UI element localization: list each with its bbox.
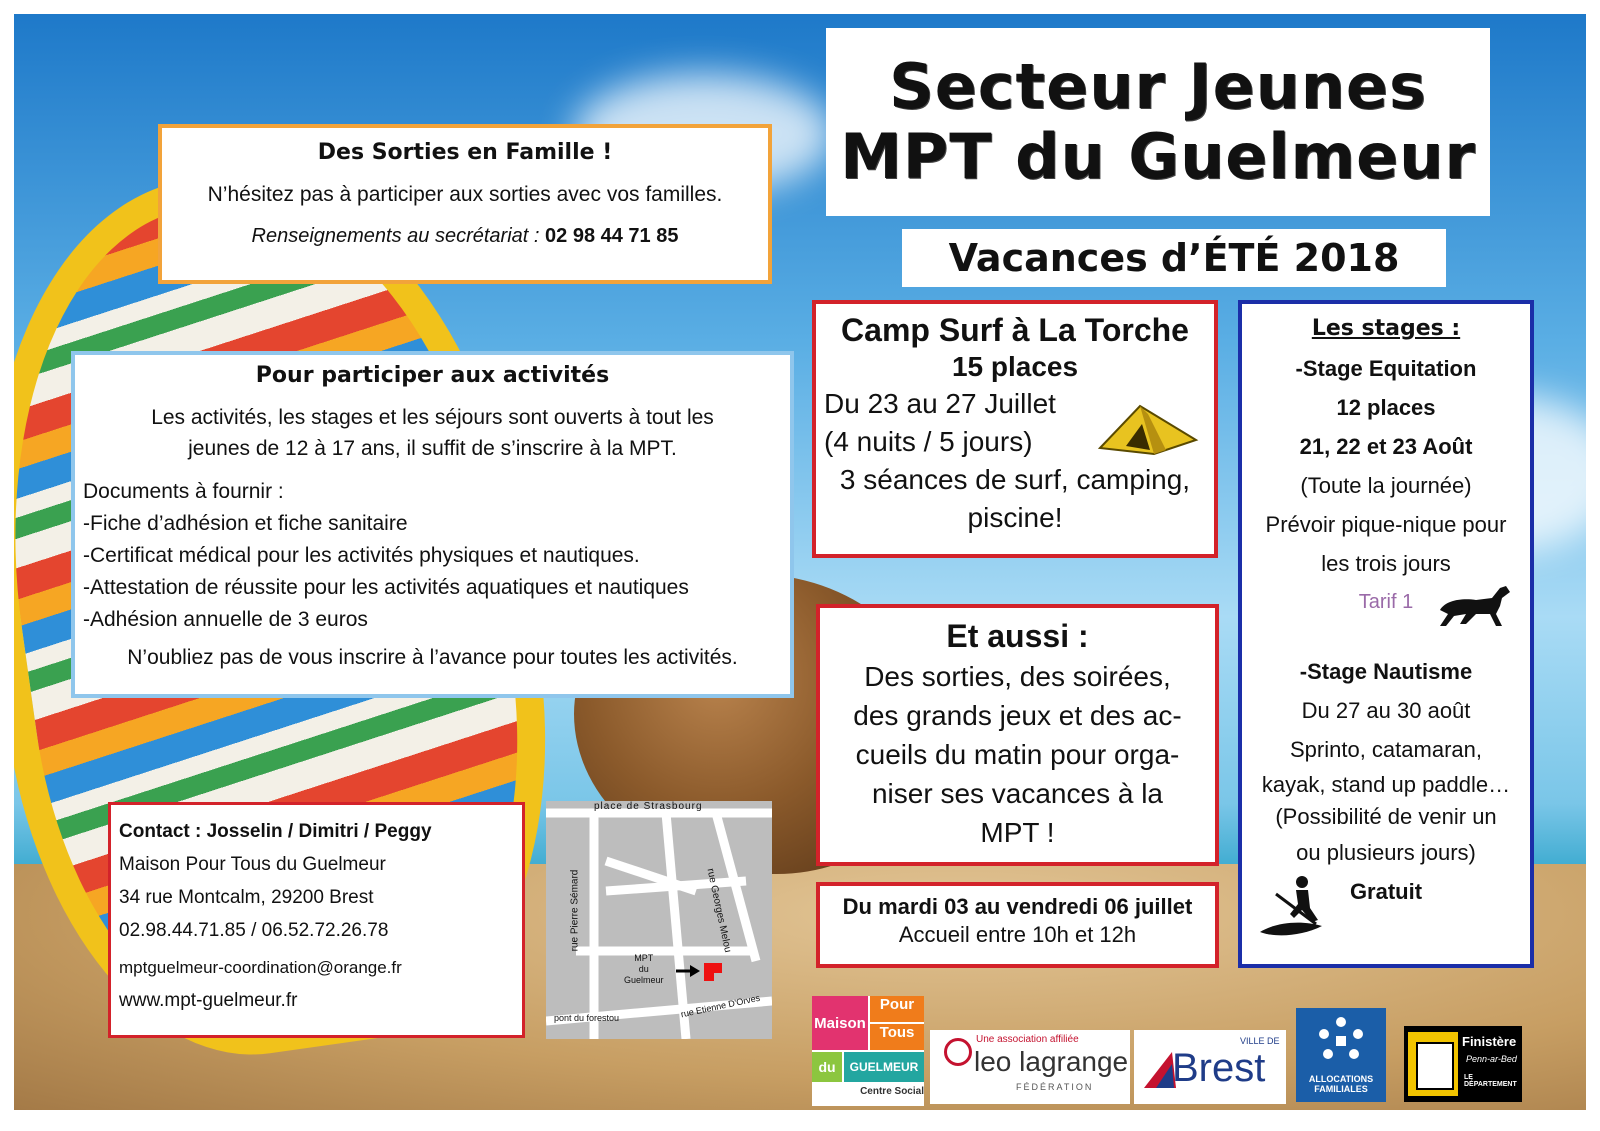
finistere-main: Finistère xyxy=(1462,1034,1517,1049)
equitation-places: 12 places xyxy=(1336,395,1436,420)
document-item: -Certificat médical pour les activités physiques et nautiques. xyxy=(83,544,640,567)
location-map xyxy=(546,801,772,1039)
documents-label: Documents à fournir : xyxy=(83,480,284,503)
equitation-picnic-1: Prévoir pique-nique pour xyxy=(1265,512,1507,537)
surf-camp-duration: (4 nuits / 5 jours) xyxy=(824,426,1033,457)
equitation-dates: 21, 22 et 23 Août xyxy=(1299,434,1473,459)
map-label-place: place de Strasbourg xyxy=(594,801,703,812)
logo-mpt-d: du xyxy=(812,1052,842,1082)
leo-fed: FÉDÉRATION xyxy=(1016,1082,1094,1092)
equitation-note: (Toute la journée) xyxy=(1300,473,1472,498)
equitation-tarif: Tarif 1 xyxy=(1358,591,1414,613)
caf-logo xyxy=(1296,1008,1386,1102)
horse-icon xyxy=(1436,580,1516,630)
map-mpt-2: du xyxy=(638,964,649,974)
nautisme-note-2: ou plusieurs jours) xyxy=(1296,840,1476,865)
participation-intro-1: Les activités, les stages et les séjours sont ouverts à tout les xyxy=(151,406,714,429)
document-item: -Fiche d’adhésion et fiche sanitaire xyxy=(83,512,408,535)
surf-camp-title: Camp Surf à La Torche xyxy=(841,312,1189,348)
ville-de-brest-logo xyxy=(1134,1030,1286,1104)
nautisme-price: Gratuit xyxy=(1349,879,1423,904)
map-label-pont: pont du forestou xyxy=(554,1013,620,1023)
leo-main: leo lagrange xyxy=(974,1046,1129,1077)
info-label: Renseignements au secrétariat : xyxy=(251,225,546,247)
equitation-picnic-2: les trois jours xyxy=(1321,551,1451,576)
contact-website[interactable]: www.mpt-guelmeur.fr xyxy=(119,990,298,1011)
caf-people-icon xyxy=(1314,1014,1368,1068)
document-item: -Attestation de réussite pour les activités aquatiques et nautiques xyxy=(83,576,689,599)
contact-address: 34 rue Montcalm, 29200 Brest xyxy=(119,887,374,908)
nautisme-title: -Stage Nautisme xyxy=(1299,659,1473,684)
participation-box xyxy=(71,351,794,698)
leo-small: Une association affiliée xyxy=(976,1034,1079,1045)
logo-mpt-b: Pour xyxy=(870,996,924,1022)
secretariat-phone: 02 98 44 71 85 xyxy=(545,225,679,247)
title-line-1: Secteur Jeunes xyxy=(889,50,1427,123)
welcome-box xyxy=(816,882,1219,968)
also-line: Des sorties, des soirées, xyxy=(864,661,1171,692)
title-block xyxy=(826,28,1490,216)
surf-camp-box xyxy=(812,300,1218,558)
nautisme-activities-2: kayak, stand up paddle… xyxy=(1261,772,1511,797)
brest-main: Brest xyxy=(1172,1046,1266,1090)
title-line-2: MPT du Guelmeur xyxy=(840,120,1476,193)
arrow-icon xyxy=(676,961,732,983)
logo-mpt-e: GUELMEUR xyxy=(844,1052,924,1082)
logo-mpt-f: Centre Social xyxy=(860,1086,924,1097)
nautisme-activities-1: Sprinto, catamaran, xyxy=(1290,737,1482,762)
also-line: des grands jeux et des ac- xyxy=(853,700,1182,731)
family-outings-heading: Des Sorties en Famille ! xyxy=(317,140,613,165)
nautisme-dates: Du 27 au 30 août xyxy=(1301,698,1471,723)
map-label-mpt xyxy=(624,953,664,986)
subtitle: Vacances d’ÉTÉ 2018 xyxy=(902,229,1446,287)
mpt-guelmeur-logo xyxy=(812,996,924,1106)
finistere-shield-icon xyxy=(1408,1032,1458,1096)
equitation-title: -Stage Equitation xyxy=(1295,356,1477,381)
tent-icon xyxy=(1096,400,1200,456)
map-mpt-3: Guelmeur xyxy=(624,975,664,985)
caf-text: ALLOCATIONS FAMILIALES xyxy=(1308,1074,1374,1094)
contact-phones: 02.98.44.71.85 / 06.52.72.26.78 xyxy=(119,920,389,941)
stages-box xyxy=(1238,300,1534,968)
family-outings-text: N’hésitez pas à participer aux sorties avec vos familles. xyxy=(207,183,723,206)
welcome-dates: Du mardi 03 au vendredi 06 juillet xyxy=(842,894,1193,919)
surf-camp-desc-2: piscine! xyxy=(967,502,1063,533)
surf-camp-dates: Du 23 au 27 Juillet xyxy=(824,388,1056,419)
also-line: cueils du matin pour orga- xyxy=(855,739,1180,770)
family-outings-box xyxy=(158,124,772,284)
logo-mpt-c: Tous xyxy=(870,1024,924,1050)
finistere-sub: Penn-ar-Bed xyxy=(1466,1054,1517,1064)
map-label-rue-pierre: rue Pierre Sémard xyxy=(569,869,581,952)
contact-box xyxy=(108,802,525,1038)
leo-lagrange-logo xyxy=(930,1030,1130,1104)
welcome-hours: Accueil entre 10h et 12h xyxy=(898,922,1137,947)
logo-mpt-a: Maison xyxy=(812,996,868,1050)
also-line: MPT ! xyxy=(980,817,1055,848)
nautisme-note-1: (Possibilité de venir un xyxy=(1275,804,1497,829)
document-item: -Adhésion annuelle de 3 euros xyxy=(83,608,368,631)
also-heading: Et aussi : xyxy=(946,618,1089,654)
map-mpt-1: MPT xyxy=(634,953,654,963)
stages-heading: Les stages : xyxy=(1311,316,1461,341)
participation-reminder: N’oubliez pas de vous inscrire à l’avance pour toutes les activités. xyxy=(127,646,738,669)
participation-heading: Pour participer aux activités xyxy=(255,363,610,388)
surf-camp-places: 15 places xyxy=(951,351,1079,382)
also-line: niser ses vacances à la xyxy=(871,778,1164,809)
contact-label: Contact : Josselin / Dimitri / Peggy xyxy=(119,821,432,842)
leo-lagrange-icon xyxy=(944,1038,972,1066)
paddle-surfer-icon xyxy=(1256,874,1326,940)
contact-email[interactable]: mptguelmeur-coordination@orange.fr xyxy=(119,958,402,977)
surf-camp-desc-1: 3 séances de surf, camping, xyxy=(839,464,1191,495)
brest-small: VILLE DE xyxy=(1240,1036,1280,1046)
info-line xyxy=(162,225,768,248)
map-label-rue-georges: rue Georges Melou xyxy=(704,867,734,954)
finistere-dep: LE DÉPARTEMENT xyxy=(1464,1074,1517,1088)
map-label-rue-etienne: rue Etienne D'Orves xyxy=(679,992,761,1020)
also-box xyxy=(816,604,1219,866)
contact-org: Maison Pour Tous du Guelmeur xyxy=(119,854,386,875)
finistere-logo xyxy=(1404,1026,1522,1102)
participation-intro-2: jeunes de 12 à 17 ans, il suffit de s’inscrire à la MPT. xyxy=(188,437,677,460)
